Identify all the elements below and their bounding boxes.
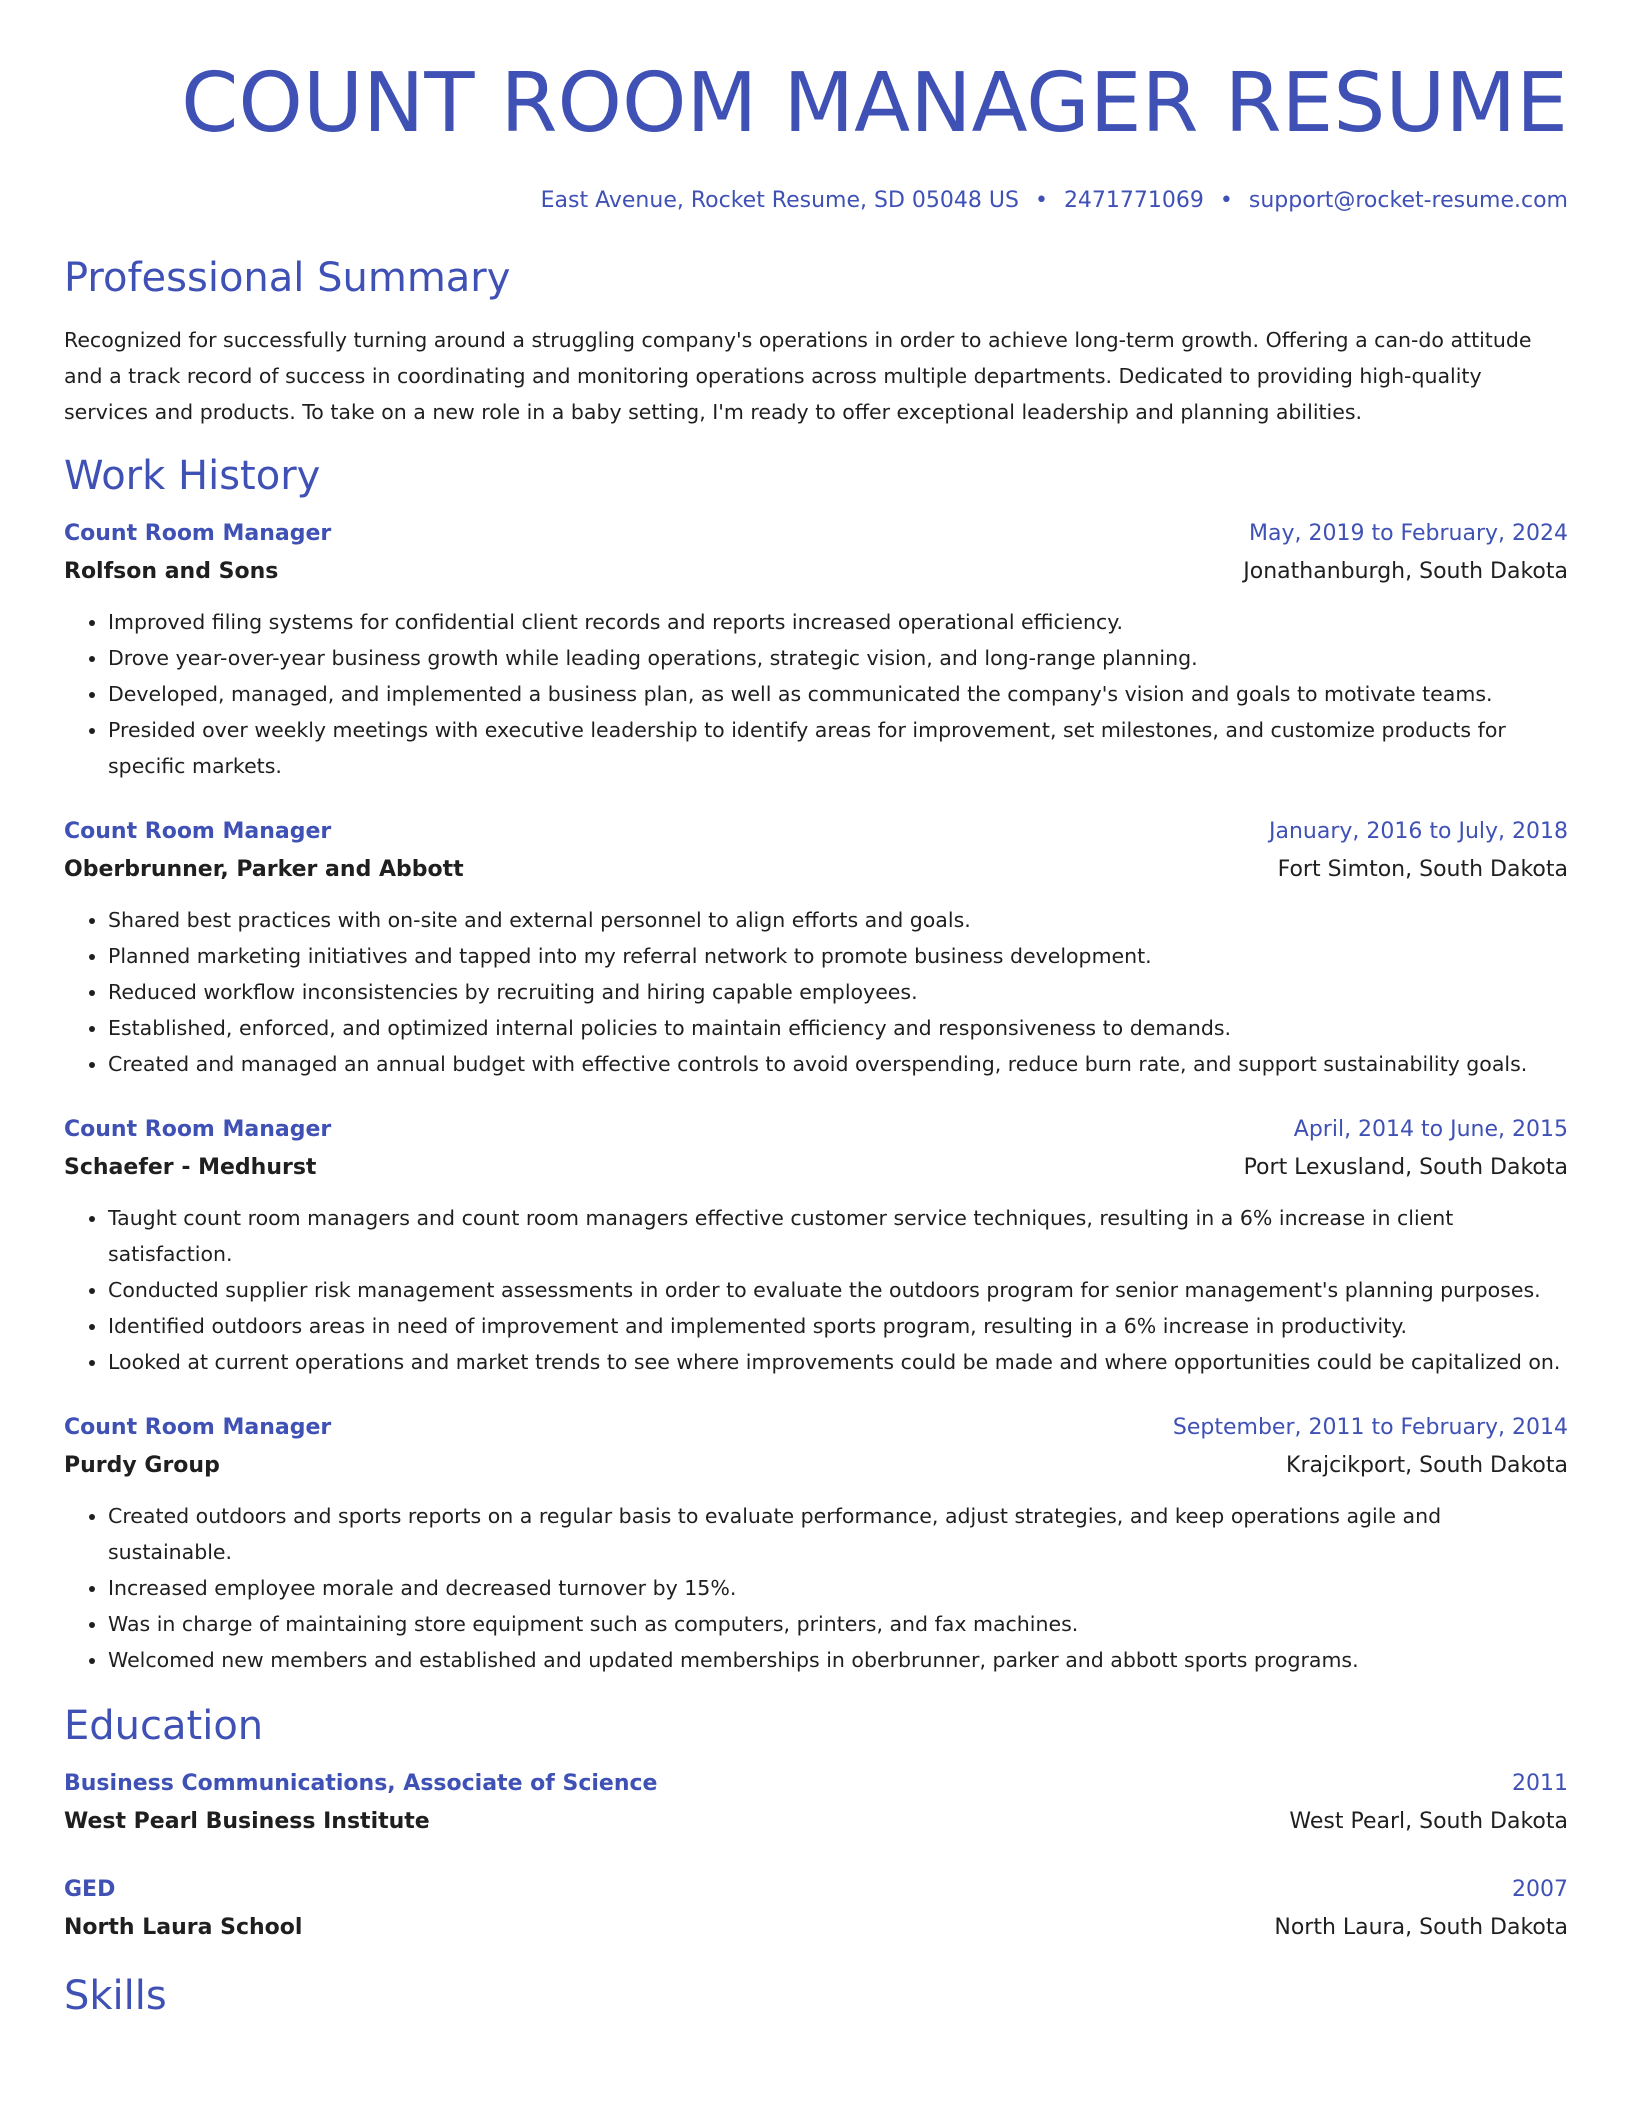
contact-email: support@rocket-resume.com — [1248, 188, 1568, 213]
job-location: Krajcikport, South Dakota — [1286, 1453, 1568, 1478]
education-school: West Pearl Business Institute — [64, 1809, 430, 1834]
bullet-separator: • — [1034, 188, 1048, 213]
skills-heading: Skills — [64, 1973, 167, 2019]
job-company: Rolfson and Sons — [64, 559, 279, 584]
education-entry — [64, 1872, 1568, 1948]
job-dates: January, 2016 to July, 2018 — [1269, 819, 1568, 844]
education-degree: Business Communications, Associate of Science — [64, 1771, 658, 1796]
summary-text: Recognized for successfully turning around a struggling company's operations in order to achieve long-term growth. Offering a can-do attitude and a track record of success in coordinating and monitoring operations across multiple departments. Dedicated to providing high-quality services and products. To take on a new role in a baby setting, I'm ready to offer exceptional leadership and planning abilities. — [64, 328, 1532, 424]
resume-title: COUNT ROOM MANAGER RESUME — [181, 56, 1568, 151]
job-dates: April, 2014 to June, 2015 — [1293, 1117, 1568, 1142]
education-location: West Pearl, South Dakota — [1289, 1809, 1568, 1834]
job-location: Fort Simton, South Dakota — [1277, 857, 1568, 882]
education-year: 2011 — [1512, 1771, 1568, 1796]
work-history-heading: Work History — [64, 453, 321, 499]
job-role: Count Room Manager — [64, 521, 332, 546]
list-item: • Established, enforced, and optimized internal policies to maintain efficiency and responsiveness to demands. — [108, 1010, 1568, 1046]
list-item: • Increased employee morale and decreased turnover by 15%. — [108, 1570, 1568, 1606]
job-dates: September, 2011 to February, 2014 — [1172, 1415, 1568, 1440]
resume-page — [64, 0, 1568, 2022]
education-school: North Laura School — [64, 1915, 303, 1940]
list-item: • Shared best practices with on-site and external personnel to align efforts and goals. — [108, 902, 1568, 938]
list-item: • Was in charge of maintaining store equipment such as computers, printers, and fax machines. — [108, 1606, 1568, 1642]
education-location: North Laura, South Dakota — [1274, 1915, 1568, 1940]
job-bullets — [64, 604, 1568, 784]
list-item: • Presided over weekly meetings with executive leadership to identify areas for improvement, set milestones, and customize products for specific markets. — [108, 712, 1568, 784]
list-item: • Taught count room managers and count room managers effective customer service techniques, resulting in a 6% increase in client satisfaction. — [108, 1200, 1568, 1272]
contact-address: East Avenue, Rocket Resume, SD 05048 US — [540, 188, 1019, 213]
education-year: 2007 — [1512, 1877, 1568, 1902]
job-location: Jonathanburgh, South Dakota — [1243, 559, 1568, 584]
job-role: Count Room Manager — [64, 819, 332, 844]
list-item: • Identified outdoors areas in need of improvement and implemented sports program, resulting in a 6% increase in productivity. — [108, 1308, 1568, 1344]
list-item: • Improved filing systems for confidential client records and reports increased operational efficiency. — [108, 604, 1568, 640]
list-item: • Welcomed new members and established and updated memberships in oberbrunner, parker and abbott sports programs. — [108, 1642, 1568, 1678]
job-dates: May, 2019 to February, 2024 — [1249, 521, 1568, 546]
list-item: • Created outdoors and sports reports on a regular basis to evaluate performance, adjust strategies, and keep operations agile and sustainable. — [108, 1498, 1568, 1570]
job-company: Oberbrunner, Parker and Abbott — [64, 857, 464, 882]
job-bullets — [64, 1200, 1568, 1380]
list-item: • Conducted supplier risk management assessments in order to evaluate the outdoors program for senior management's planning purposes. — [108, 1272, 1568, 1308]
job-role: Count Room Manager — [64, 1415, 332, 1440]
education-heading: Education — [64, 1703, 264, 1749]
list-item: • Developed, managed, and implemented a business plan, as well as communicated the company's vision and goals to motivate teams. — [108, 676, 1568, 712]
summary-heading: Professional Summary — [64, 255, 511, 301]
job-entry — [64, 1410, 1568, 1678]
job-entry — [64, 516, 1568, 784]
list-item: • Drove year-over-year business growth while leading operations, strategic vision, and long-range planning. — [108, 640, 1568, 676]
job-role: Count Room Manager — [64, 1117, 332, 1142]
education-entry — [64, 1766, 1568, 1842]
job-entry — [64, 814, 1568, 1082]
job-bullets — [64, 902, 1568, 1082]
job-company: Schaefer - Medhurst — [64, 1155, 317, 1180]
job-entry — [64, 1112, 1568, 1380]
list-item: • Created and managed an annual budget with effective controls to avoid overspending, reduce burn rate, and support sustainability goals. — [108, 1046, 1568, 1082]
education-degree: GED — [64, 1877, 116, 1902]
job-company: Purdy Group — [64, 1453, 220, 1478]
list-item: • Looked at current operations and market trends to see where improvements could be made and where opportunities could be capitalized on. — [108, 1344, 1568, 1380]
job-location: Port Lexusland, South Dakota — [1243, 1155, 1568, 1180]
contact-phone: 2471771069 — [1063, 188, 1204, 213]
contact-line — [64, 186, 1568, 216]
list-item: • Reduced workflow inconsistencies by recruiting and hiring capable employees. — [108, 974, 1568, 1010]
bullet-separator: • — [1219, 188, 1233, 213]
job-bullets — [64, 1498, 1568, 1678]
list-item: • Planned marketing initiatives and tapped into my referral network to promote business development. — [108, 938, 1568, 974]
